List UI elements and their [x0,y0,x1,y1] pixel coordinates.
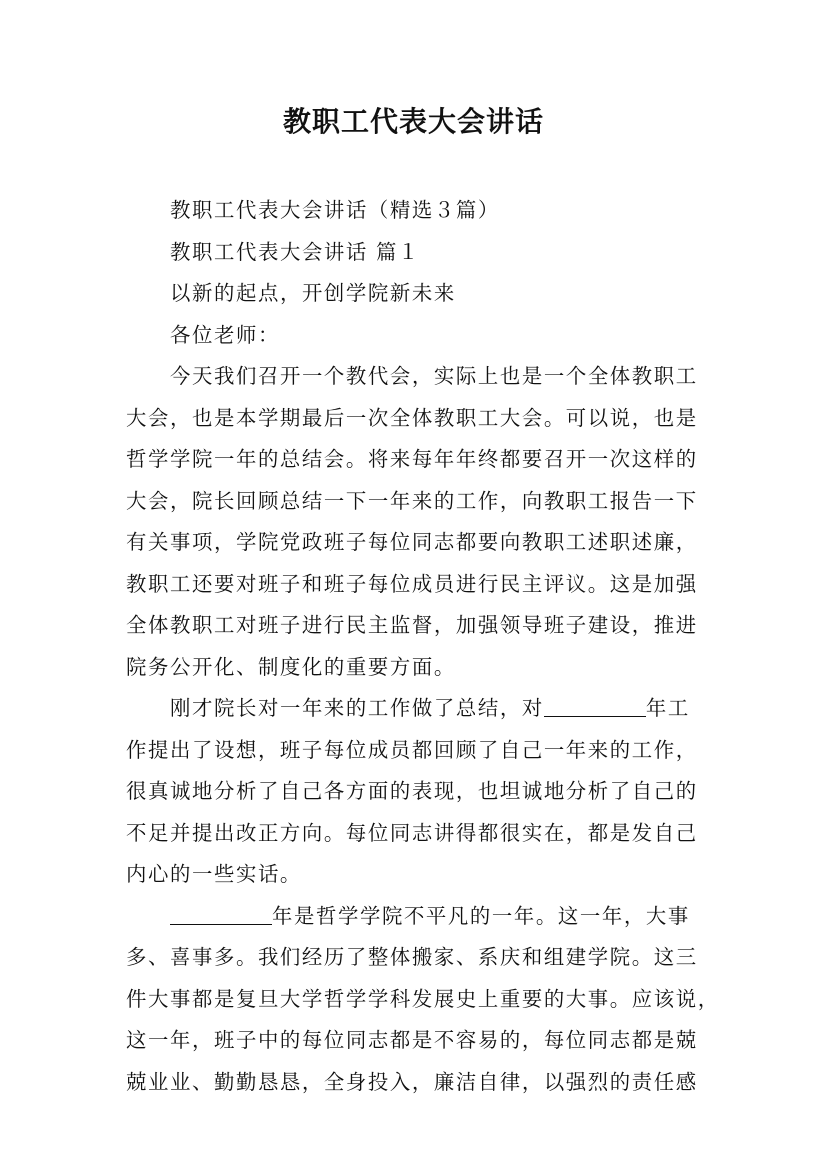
paragraph-text: 刚才院长对一年来的工作做了总结，对 [170,696,544,720]
speech-title: 以新的起点，开创学院新未来 [170,281,456,305]
paragraph-line: 院务公开化、制度化的重要方面。 [126,654,456,679]
paragraph-line: 这一年，班子中的每位同志都是不容易的，每位同志都是兢 [126,1028,698,1052]
year-blank [544,694,646,717]
paragraph-line [126,688,712,730]
paragraph-text: 年工 [645,696,690,720]
paragraph-line: 很真诚地分析了自己各方面的表现，也坦诚地分析了自己的 [126,779,698,803]
paragraph-line: 件大事都是复旦大学哲学学科发展史上重要的大事。应该说， [126,986,720,1011]
paragraph-line: 大会，也是本学期最后一次全体教职工大会。可以说，也是 [126,405,698,430]
year-blank [170,902,272,925]
paragraph-line: 兢业业、勤勤恳恳，全身投入，廉洁自律，以强烈的责任感 [126,1069,698,1094]
paragraph-line: 全体教职工对班子进行民主监督，加强领导班子建设，推进 [126,613,698,637]
paragraph-line: 今天我们召开一个教代会，实际上也是一个全体教职工 [170,364,698,388]
paragraph-line: 大会，院长回顾总结一下一年来的工作，向教职工报告一下 [126,488,698,513]
paragraph-line: 多、喜事多。我们经历了整体搬家、系庆和组建学院。这三 [126,945,698,969]
paragraph-line: 有关事项，学院党政班子每位同志都要向教职工述职述廉， [126,530,698,554]
paragraph-line: 内心的一些实话。 [126,862,302,886]
subtitle-line: 教职工代表大会讲话（精选３篇） [170,198,500,222]
paragraph-line: 教职工还要对班子和班子每位成员进行民主评议。这是加强 [126,571,698,596]
paragraph-line: 作提出了设想，班子每位成员都回顾了自己一年来的工作， [126,737,698,762]
section-heading: 教职工代表大会讲话 篇１ [170,239,420,264]
document-title: 教职工代表大会讲话 [282,105,544,138]
paragraph-line: 不足并提出改正方向。每位同志讲得都很实在，都是发自己 [126,820,698,845]
paragraph-line [126,896,712,938]
salutation: 各位老师： [170,322,280,347]
paragraph-text: 年是哲学学院不平凡的一年。这一年，大事 [272,903,690,928]
document-body [126,190,720,1103]
paragraph-line: 哲学学院一年的总结会。将来每年年终都要召开一次这样的 [126,447,698,471]
